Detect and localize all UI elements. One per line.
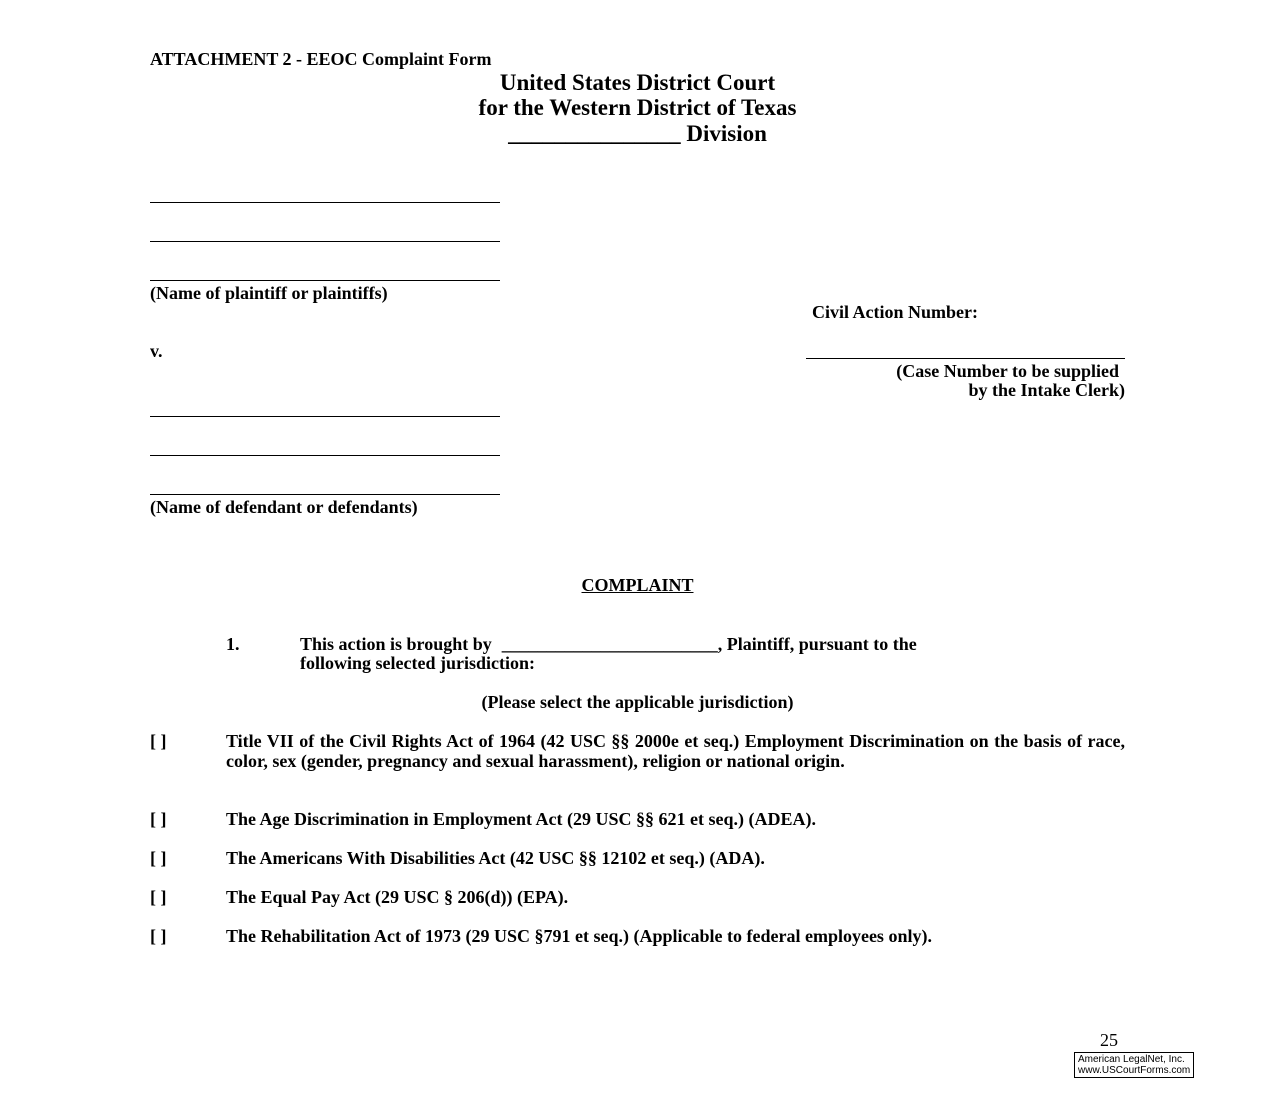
jurisdiction-checkbox-adea[interactable]: [ ] bbox=[150, 809, 167, 829]
item-number: 1. bbox=[226, 634, 240, 654]
division-blank[interactable]: _______________ bbox=[508, 121, 681, 146]
jurisdiction-text-ada: The Americans With Disabilities Act (42 USC §§ 12102 et seq.) (ADA). bbox=[226, 848, 765, 868]
case-number-line[interactable] bbox=[806, 358, 1125, 359]
jurisdiction-text-adea: The Age Discrimination in Employment Act (29 USC §§ 621 et seq.) (ADEA). bbox=[226, 809, 816, 829]
court-name-line1: United States District Court bbox=[499, 70, 776, 95]
plaintiff-name-line-2[interactable] bbox=[150, 241, 500, 242]
publisher-name: American LegalNet, Inc. bbox=[1078, 1054, 1185, 1065]
attachment-title: ATTACHMENT 2 - EEOC Complaint Form bbox=[150, 49, 492, 69]
jurisdiction-checkbox-rehab-act[interactable]: [ ] bbox=[150, 926, 167, 946]
item-1-line2: following selected jurisdiction: bbox=[300, 653, 535, 673]
division-label: Division bbox=[686, 121, 767, 146]
jurisdiction-checkbox-epa[interactable]: [ ] bbox=[150, 887, 167, 907]
plaintiff-name-blank[interactable]: ________________________ bbox=[501, 634, 718, 654]
court-name-line2: for the Western District of Texas bbox=[478, 95, 797, 120]
publisher-box[interactable] bbox=[1074, 1052, 1194, 1078]
complaint-title: COMPLAINT bbox=[581, 575, 694, 595]
plaintiff-name-line-1[interactable] bbox=[150, 202, 500, 203]
plaintiff-name-line-3[interactable] bbox=[150, 280, 500, 281]
select-instruction: (Please select the applicable jurisdiction) bbox=[481, 692, 794, 712]
plaintiff-label: (Name of plaintiff or plaintiffs) bbox=[150, 283, 388, 303]
division-line bbox=[0, 121, 1275, 147]
case-number-note-line1: (Case Number to be supplied bbox=[896, 361, 1119, 381]
item-1-suffix: , Plaintiff, pursuant to the bbox=[717, 634, 917, 654]
defendant-name-line-2[interactable] bbox=[150, 455, 500, 456]
page-number: 25 bbox=[1100, 1030, 1118, 1050]
item-1-line1 bbox=[300, 634, 1125, 654]
defendant-label: (Name of defendant or defendants) bbox=[150, 497, 418, 517]
jurisdiction-text-rehab-act: The Rehabilitation Act of 1973 (29 USC §791 et seq.) (Applicable to federal employees only). bbox=[226, 926, 932, 946]
jurisdiction-checkbox-title-vii[interactable]: [ ] bbox=[150, 731, 167, 751]
publisher-url[interactable]: www.USCourtForms.com bbox=[1078, 1065, 1191, 1076]
jurisdiction-checkbox-ada[interactable]: [ ] bbox=[150, 848, 167, 868]
defendant-name-line-1[interactable] bbox=[150, 416, 500, 417]
item-1-prefix: This action is brought by bbox=[300, 634, 492, 654]
versus-label: v. bbox=[150, 341, 163, 361]
defendant-name-line-3[interactable] bbox=[150, 494, 500, 495]
civil-action-label: Civil Action Number: bbox=[812, 302, 978, 322]
case-number-note-line2: by the Intake Clerk) bbox=[968, 380, 1125, 400]
jurisdiction-text-title-vii: Title VII of the Civil Rights Act of 1964 (42 USC §§ 2000e et seq.) Employment Discrimination on the basis of race, color, sex (gender, pregnancy and sexual harassment), religion or national origin. bbox=[226, 731, 1125, 771]
jurisdiction-text-epa: The Equal Pay Act (29 USC § 206(d)) (EPA). bbox=[226, 887, 569, 907]
